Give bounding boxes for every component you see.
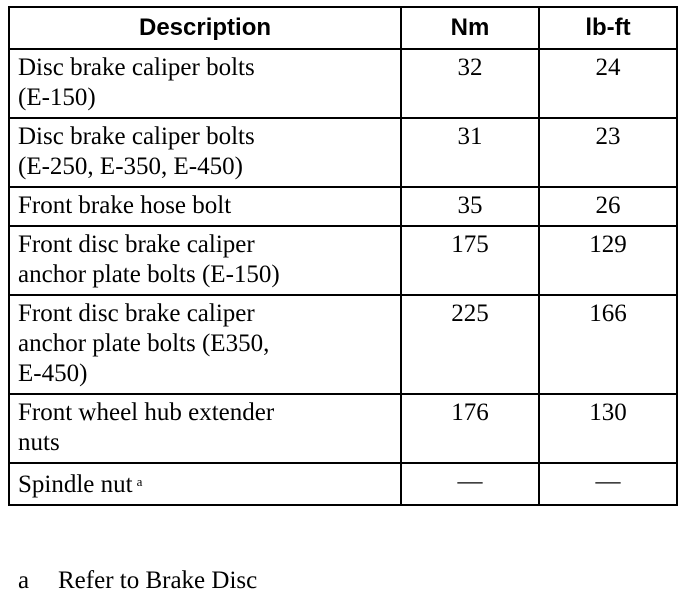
table-row [9, 49, 677, 118]
header-description: Description [9, 7, 401, 49]
table-row [9, 118, 677, 187]
description-line: (E-150) [18, 84, 96, 111]
description-cell [9, 118, 401, 187]
nm-cell: 32 [401, 49, 539, 118]
footnote-text: Refer to Brake Disc [58, 567, 258, 594]
lbft-cell: 130 [539, 394, 677, 463]
description-line: anchor plate bolts (E350, [18, 330, 270, 357]
description-cell [9, 226, 401, 295]
lbft-cell: 166 [539, 295, 677, 394]
description-line: nuts [18, 429, 60, 456]
header-row [9, 7, 677, 49]
torque-spec-table [8, 6, 678, 506]
description-line: Spindle nut [18, 471, 133, 498]
description-line: anchor plate bolts (E-150) [18, 261, 280, 288]
description-line: (E-250, E-350, E-450) [18, 153, 243, 180]
lbft-cell: 23 [539, 118, 677, 187]
description-cell [9, 295, 401, 394]
description-line: Front disc brake caliper [18, 300, 255, 327]
description-line: E-450) [18, 360, 88, 387]
lbft-cell: 24 [539, 49, 677, 118]
description-cell [9, 463, 401, 505]
table-row [9, 187, 677, 226]
lbft-cell: 26 [539, 187, 677, 226]
lbft-cell: 129 [539, 226, 677, 295]
nm-cell: — [401, 463, 539, 505]
nm-cell: 175 [401, 226, 539, 295]
header-nm: Nm [401, 7, 539, 49]
table-row [9, 226, 677, 295]
table-row [9, 394, 677, 463]
description-cell [9, 394, 401, 463]
nm-cell: 35 [401, 187, 539, 226]
lbft-cell: — [539, 463, 677, 505]
description-line: Disc brake caliper bolts [18, 123, 255, 150]
table-row [9, 463, 677, 505]
description-line: Disc brake caliper bolts [18, 54, 255, 81]
footnote-reference: a [136, 474, 143, 489]
description-cell [9, 49, 401, 118]
nm-cell: 176 [401, 394, 539, 463]
description-line: Front brake hose bolt [18, 192, 232, 219]
description-line: Front disc brake caliper [18, 231, 255, 258]
footnote-marker: a [18, 567, 30, 594]
header-lbft: lb-ft [539, 7, 677, 49]
nm-cell: 225 [401, 295, 539, 394]
table-row [9, 295, 677, 394]
description-cell [9, 187, 401, 226]
description-line: Front wheel hub extender [18, 399, 275, 426]
nm-cell: 31 [401, 118, 539, 187]
